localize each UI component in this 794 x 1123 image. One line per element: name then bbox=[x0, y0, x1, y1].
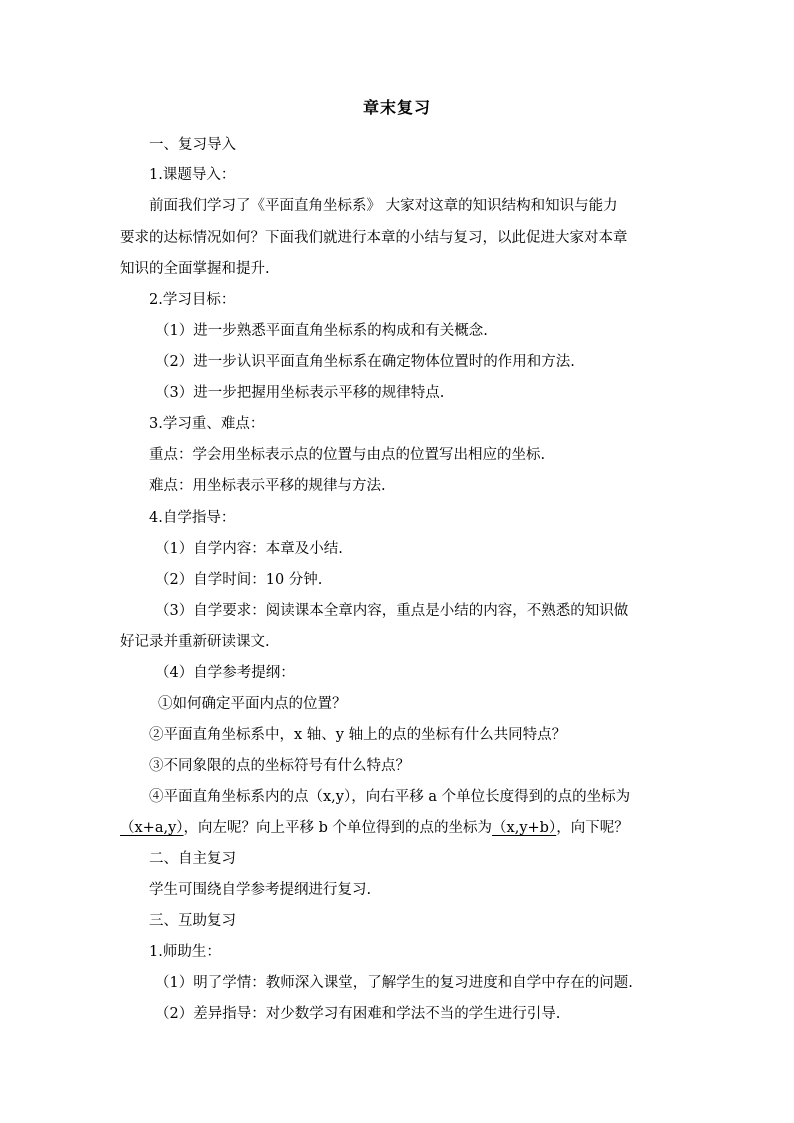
answer-blank: （x,y+b） bbox=[492, 820, 557, 836]
paragraph-line: 重点：学会用坐标表示点的位置与由点的位置写出相应的坐标. bbox=[149, 447, 546, 463]
paragraph-line: 学生可围绕自学参考提纲进行复习. bbox=[149, 882, 372, 898]
outline-item: ①如何确定平面内点的位置？ bbox=[158, 696, 347, 712]
document-title: 章末复习 bbox=[362, 98, 431, 117]
paragraph-line: 前面我们学习了《平面直角坐标系》 大家对这章的知识结构和知识与能力 bbox=[149, 198, 618, 214]
outline-item: ②平面直角坐标系中，x 轴、y 轴上的点的坐标有什么共同特点？ bbox=[149, 727, 567, 743]
section-heading: 二、自主复习 bbox=[149, 851, 236, 867]
list-item: （1）明了学情：教师深入课堂，了解学生的复习进度和自学中存在的问题. bbox=[155, 975, 633, 991]
section-heading: 三、互助复习 bbox=[149, 913, 236, 929]
subsection-heading: 2.学习目标： bbox=[149, 292, 236, 308]
paragraph-line: 知识的全面掌握和提升. bbox=[120, 261, 270, 277]
list-item: （1）自学内容：本章及小结. bbox=[155, 541, 343, 557]
list-item: （1）进一步熟悉平面直角坐标系的构成和有关概念. bbox=[155, 323, 488, 339]
list-item: （2）进一步认识平面直角坐标系在确定物体位置时的作用和方法. bbox=[155, 354, 575, 370]
subsection-heading: 3.学习重、难点： bbox=[149, 416, 265, 432]
subsection-heading: 1.课题导入： bbox=[149, 167, 236, 183]
list-item: （2）差异指导：对少数学习有困难和学法不当的学生进行引导. bbox=[155, 1006, 561, 1022]
list-item: （3）自学要求：阅读课本全章内容，重点是小结的内容，不熟悉的知识做 bbox=[155, 603, 629, 619]
answer-blank: （x+a,y） bbox=[120, 820, 184, 836]
outline-item: ④平面直角坐标系内的点（x,y），向右平移 a 个单位长度得到的点的坐标为 bbox=[149, 789, 631, 805]
section-heading: 一、复习导入 bbox=[149, 137, 236, 153]
outline-item: ③不同象限的点的坐标符号有什么特点？ bbox=[149, 758, 410, 774]
outline-answer-line bbox=[120, 817, 680, 839]
paragraph-line: 好记录并重新研读课文. bbox=[120, 634, 270, 650]
list-item: （3）进一步把握用坐标表示平移的规律特点. bbox=[155, 385, 445, 401]
subsection-heading: 4.自学指导： bbox=[149, 510, 236, 526]
subsection-heading: 1.师助生： bbox=[149, 944, 221, 960]
list-item: （4）自学参考提纲： bbox=[155, 665, 295, 681]
answer-text: ，向左呢？向上平移 b 个单位得到的点的坐标为 bbox=[183, 820, 493, 836]
answer-text: ，向下呢？ bbox=[556, 820, 629, 836]
list-item: （2）自学时间：10 分钟. bbox=[155, 572, 323, 588]
paragraph-line: 要求的达标情况如何？下面我们就进行本章的小结与复习，以此促进大家对本章 bbox=[120, 230, 628, 246]
paragraph-line: 难点：用坐标表示平移的规律与方法. bbox=[149, 478, 386, 494]
